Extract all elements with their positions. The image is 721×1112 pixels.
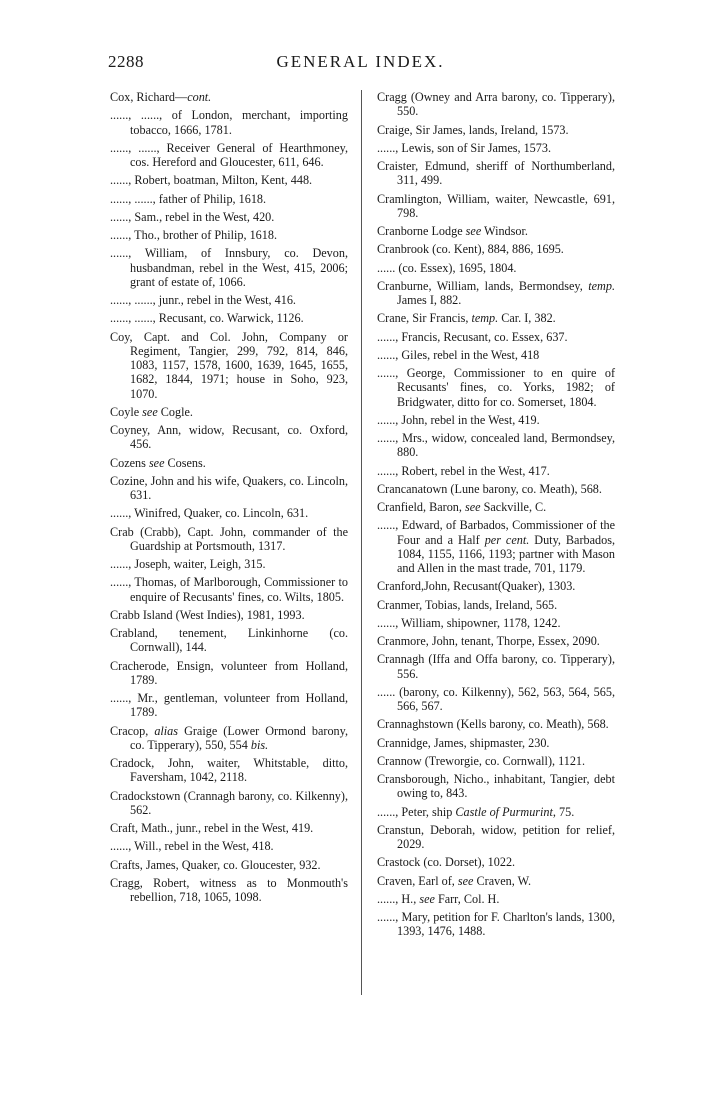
index-entry: Coyle see Cogle. [110,404,193,419]
index-entry: ......, Tho., brother of Philip, 1618. [110,228,278,242]
index-entry: Cranmer, Tobias, lands, Ireland, 565. [377,597,558,612]
index-entry: Crannidge, James, shipmaster, 230. [377,735,550,750]
index-entry: Coy, Capt. and Col. John, Company or Regiment, Tangier, 299, 792, 814, 846, 1083, 1157, 1578, 1600, 1639, 1645, 1655, 1682, 1844, 1971; house in Soho, 923, 1070. [110,329,348,401]
index-entry: ......, Giles, rebel in the West, 418 [377,347,540,362]
index-entry: ......, ......, of London, merchant, importing tobacco, 1666, 1781. [110,108,348,137]
index-entry: Craven, Earl of, see Craven, W. [377,873,531,888]
index-entry: Cranfield, Baron, see Sackville, C. [377,500,547,514]
column-divider [361,90,362,995]
index-entry: Cracherode, Ensign, volunteer from Holland, 1789. [110,658,348,687]
index-entry: Crab (Crabb), Capt. John, commander of the Guardship at Portsmouth, 1317. [110,524,348,553]
index-entry: ......, ......, father of Philip, 1618. [110,191,267,206]
index-entry: ......, Robert, boatman, Milton, Kent, 448. [110,173,313,188]
index-entry: ......, Mrs., widow, concealed land, Bermondsey, 880. [377,431,615,460]
index-entry: ......, Francis, Recusant, co. Essex, 637. [377,329,568,344]
index-entry: ......, Edward, of Barbados, Commissioner of the Four and a Half per cent. Duty, Barbados, 1084, 1155, 1166, 1193; partner with Mason and Allen in the mast trade, 701, 1179. [377,518,615,575]
index-entry: ......, Mr., gentleman, volunteer from Holland, 1789. [110,691,348,720]
index-entry: Craft, Math., junr., rebel in the West, 419. [110,821,314,835]
index-entry: Cragg, Robert, witness as to Monmouth's rebellion, 718, 1065, 1098. [110,875,348,904]
index-entry: Crabland, tenement, Linkinhorne (co. Cornwall), 144. [110,626,348,655]
page-number: 2288 [108,52,144,71]
index-entry: ......, ......, Receiver General of Hearthmoney, cos. Hereford and Gloucester, 611, 646. [110,140,348,169]
index-entry: ......, Robert, rebel in the West, 417. [377,463,550,478]
left-column [110,90,348,908]
index-entry: ......, Will., rebel in the West, 418. [110,839,274,854]
index-entry: Crannaghstown (Kells barony, co. Meath), 568. [377,717,609,732]
index-entry: Crafts, James, Quaker, co. Gloucester, 932. [110,857,321,872]
index-entry: Crastock (co. Dorset), 1022. [377,855,516,870]
index-entry: ......, William, shipowner, 1178, 1242. [377,615,561,630]
index-entry: Crannagh (Iffa and Offa barony, co. Tipperary), 556. [377,652,615,681]
index-entry: Cransborough, Nicho., inhabitant, Tangier, debt owing to, 843. [377,772,615,801]
index-entry: ......, John, rebel in the West, 419. [377,412,540,427]
index-entry: Crane, Sir Francis, temp. Car. I, 382. [377,311,556,326]
index-entry: Coyney, Ann, widow, Recusant, co. Oxford, 456. [110,423,348,452]
index-entry: ......, Thomas, of Marlborough, Commissioner to enquire of Recusants' fines, co. Wilts, 1805. [110,575,348,604]
index-entry: ...... (barony, co. Kilkenny), 562, 563, 564, 565, 566, 567. [377,684,615,713]
index-entry: Cranmore, John, tenant, Thorpe, Essex, 2090. [377,634,600,648]
index-entry: ......, H., see Farr, Col. H. [377,891,500,906]
index-entry: Cozens see Cosens. [110,455,206,470]
index-entry: Cozine, John and his wife, Quakers, co. Lincoln, 631. [110,473,348,502]
running-head: GENERAL INDEX. [276,52,445,71]
index-entry: Cox, Richard—cont. [110,90,212,104]
index-entry: Cracop, alias Graige (Lower Ormond barony, co. Tipperary), 550, 554 bis. [110,723,348,752]
index-entry: Cranburne, William, lands, Bermondsey, temp. James I, 882. [377,278,615,307]
index-entry: ......, William, of Innsbury, co. Devon, husbandman, rebel in the West, 415, 2006; grant of estate of, 1066. [110,246,348,289]
index-entry: Cranford,John, Recusant(Quaker), 1303. [377,579,576,594]
index-entry: ......, Joseph, waiter, Leigh, 315. [110,557,266,571]
index-entry: Crannow (Treworgie, co. Cornwall), 1121. [377,753,586,768]
index-entry: Cramlington, William, waiter, Newcastle, 691, 798. [377,191,615,220]
index-entry: Crancanatown (Lune barony, co. Meath), 568. [377,481,602,496]
index-entry: Cradock, John, waiter, Whitstable, ditto, Faversham, 1042, 2118. [110,756,348,785]
index-entry: ......, ......, Recusant, co. Warwick, 1126. [110,311,304,326]
index-entry: ...... (co. Essex), 1695, 1804. [377,260,517,275]
index-entry: ......, Peter, ship Castle of Purmurint, 75. [377,804,575,819]
index-entry: ......, ......, junr., rebel in the West, 416. [110,293,296,307]
index-entry: ......, Winifred, Quaker, co. Lincoln, 631. [110,506,309,521]
index-entry: Cranborne Lodge see Windsor. [377,224,528,238]
index-entry: Craige, Sir James, lands, Ireland, 1573. [377,122,569,137]
index-entry: Crabb Island (West Indies), 1981, 1993. [110,607,305,622]
index-entry: ......, George, Commissioner to en quire of Recusants' fines, co. Yorks, 1982; of Bridgwater, ditto for co. Somerset, 1804. [377,366,615,409]
index-entry: Cranbrook (co. Kent), 884, 886, 1695. [377,242,564,257]
index-entry: Craister, Edmund, sheriff of Northumberland, 311, 499. [377,159,615,188]
index-entry: Cranstun, Deborah, widow, petition for relief, 2029. [377,822,615,851]
right-column [377,90,615,943]
index-entry: ......, Mary, petition for F. Charlton's lands, 1300, 1393, 1476, 1488. [377,910,615,939]
index-entry: Cradockstown (Crannagh barony, co. Kilkenny), 562. [110,788,348,817]
index-entry: Cragg (Owney and Arra barony, co. Tipperary), 550. [377,90,615,119]
index-entry: ......, Lewis, son of Sir James, 1573. [377,140,551,155]
index-entry: ......, Sam., rebel in the West, 420. [110,209,275,224]
